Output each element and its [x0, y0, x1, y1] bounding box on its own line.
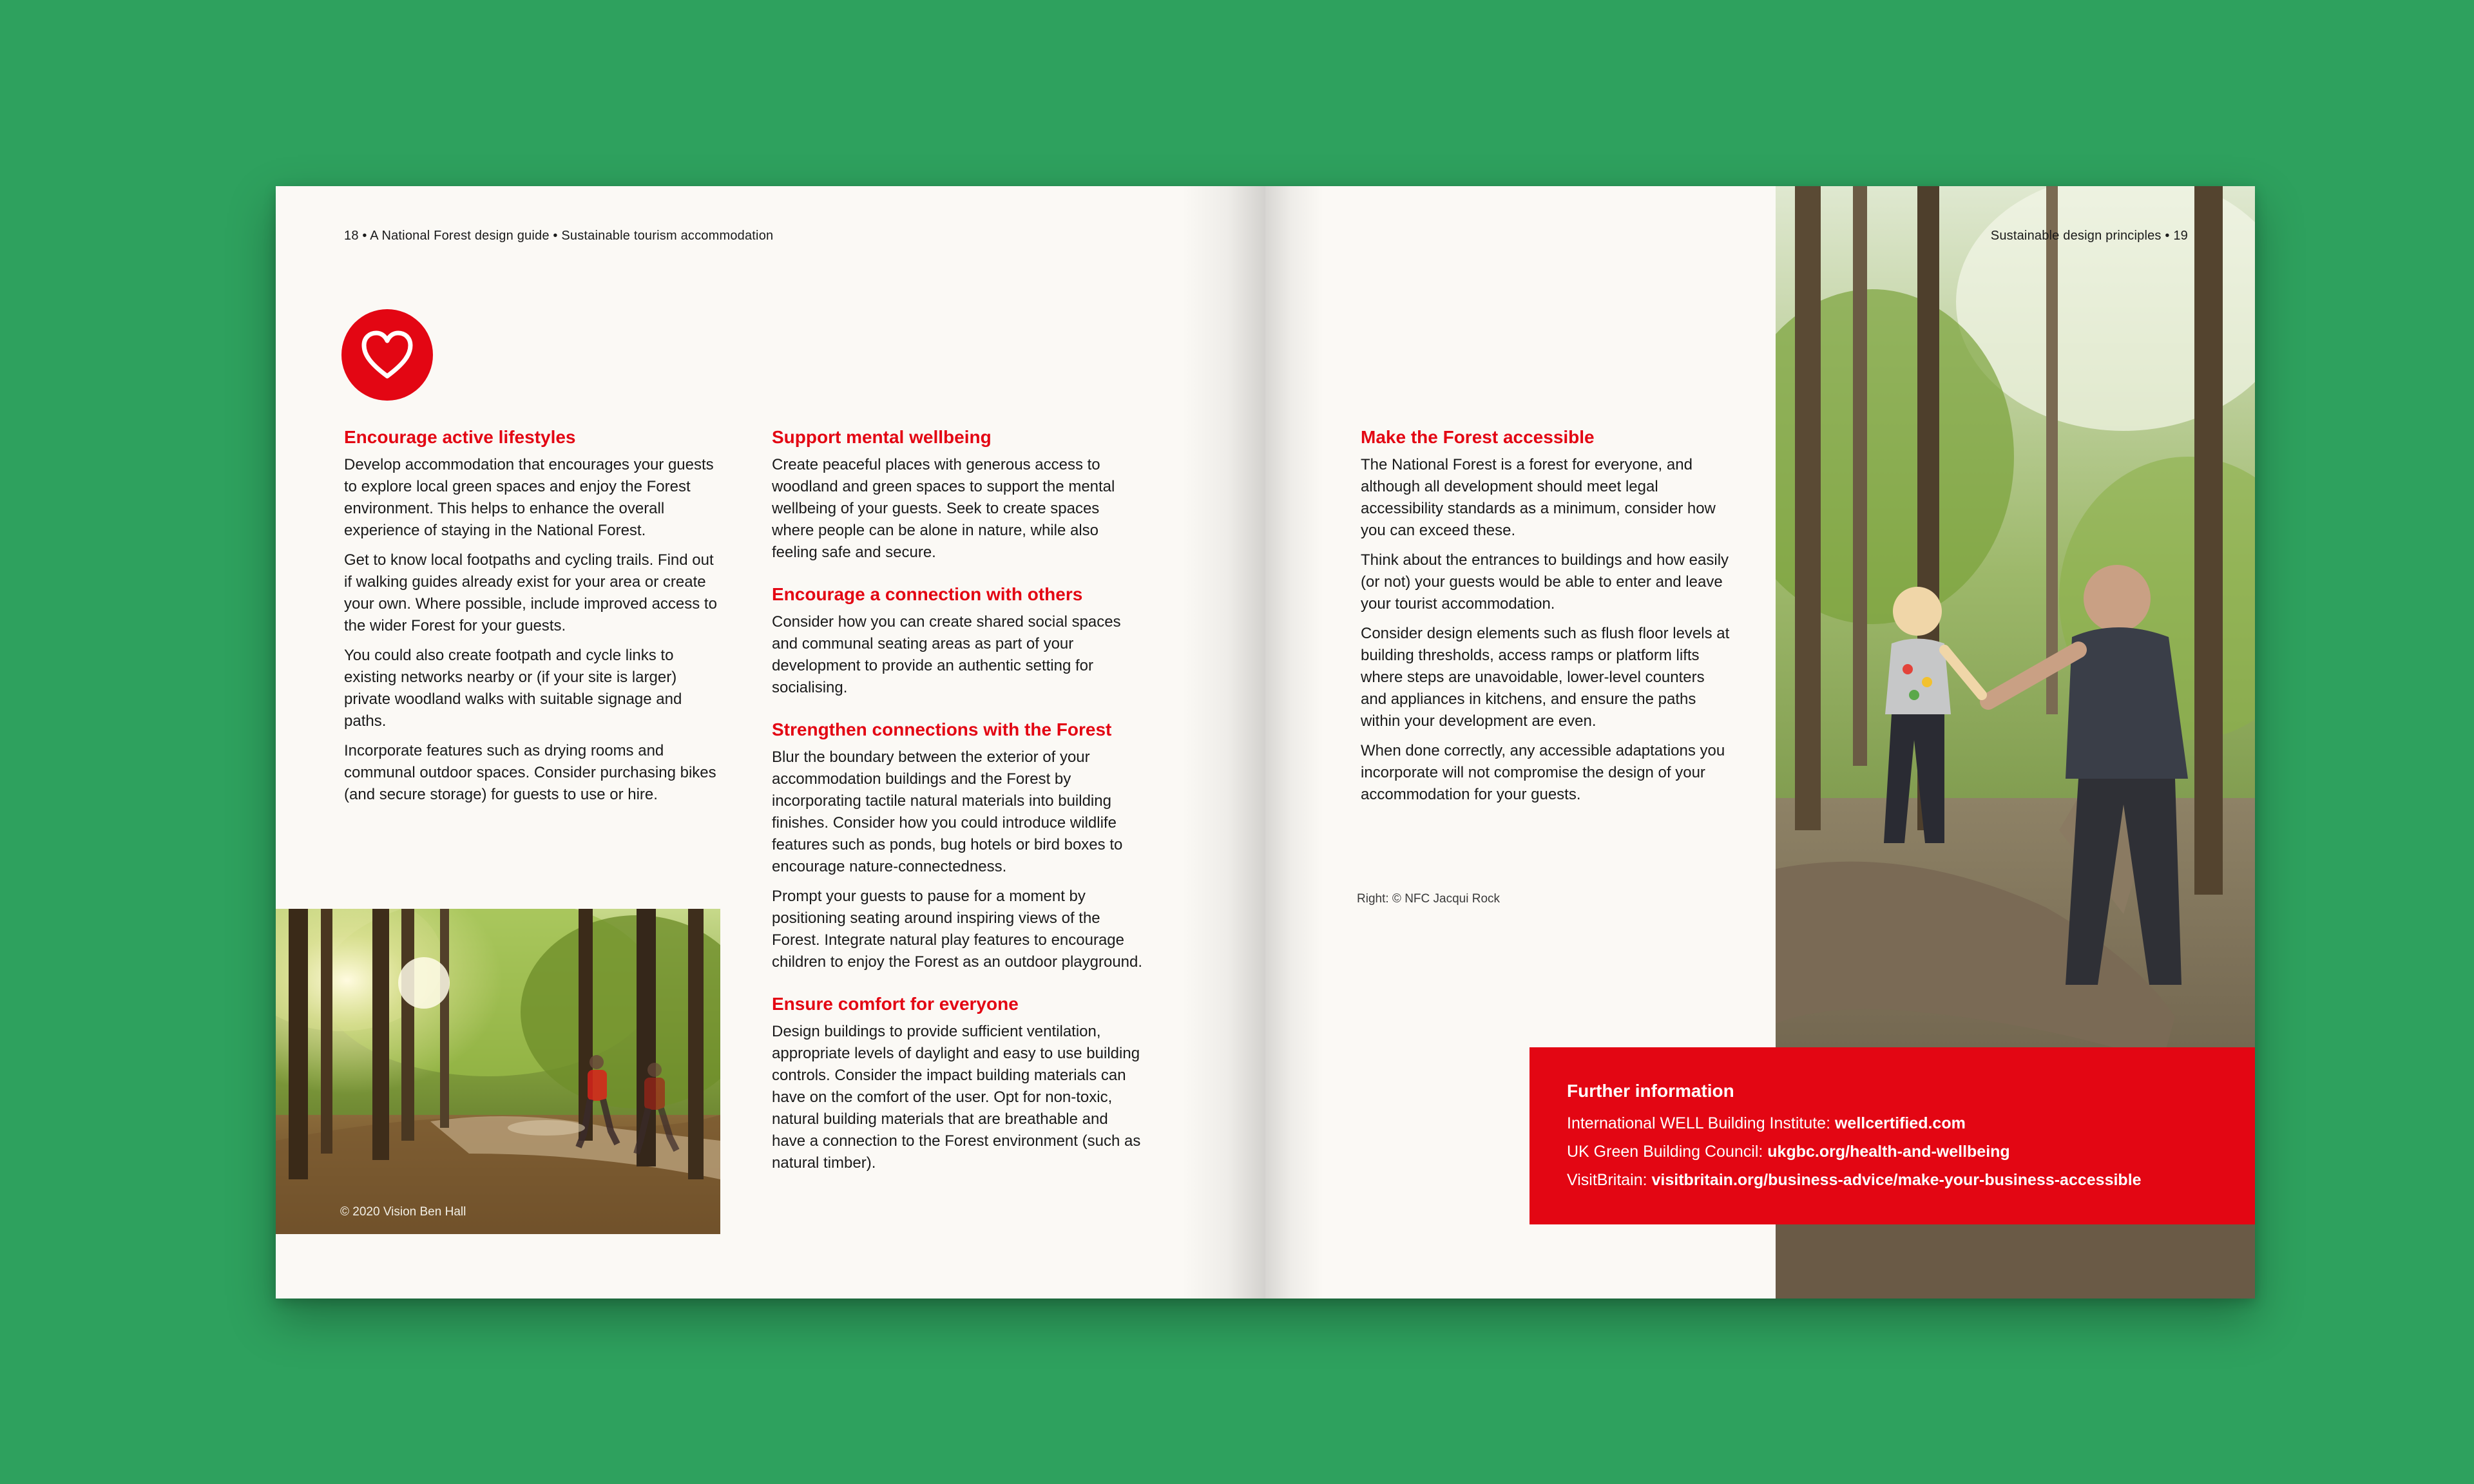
left-page [276, 186, 1265, 1298]
forest-runners-photo [276, 909, 720, 1234]
paragraph: Prompt your guests to pause for a moment by positioning seating around inspiring views of the Forest. Integrate natural play features to encourage children to enjoy the Forest as an outdoor playground. [772, 888, 1143, 971]
heading-connections-forest: Strengthen connections with the Forest [772, 719, 1112, 739]
section-mental-wellbeing [772, 426, 1146, 564]
info-label: UK Green Building Council: [1567, 1143, 1768, 1161]
brochure-spread [276, 186, 2255, 1298]
photo-caption-right: Right: © NFC Jacqui Rock [1357, 892, 1501, 906]
photo-credit-left: © 2020 Vision Ben Hall [340, 1205, 466, 1219]
paragraph: Consider design elements such as flush floor levels at building thresholds, access ramps or platform lifts where steps are unavoidable, lower-level counters and appliances in kitchens, and ensure the paths within your development are even. [1361, 625, 1730, 730]
heart-badge [341, 309, 433, 401]
info-line-ukgbc [1567, 1143, 2010, 1161]
info-line-well [1567, 1114, 1966, 1133]
right-column [1361, 426, 1734, 813]
heading-comfort: Ensure comfort for everyone [772, 994, 1019, 1014]
info-line-visitbritain [1567, 1171, 2142, 1190]
paragraph: Get to know local footpaths and cycling trails. Find out if walking guides already exist for your area or create your own. Where possible, include improved access to the wider Forest for your guests. [344, 551, 717, 634]
paragraph: Design buildings to provide sufficient ventilation, appropriate levels of daylight and easy to use building controls. Consider the impact building materials can have on the comfort of the user. Opt for non-toxic, natural building materials that are breathable and have a connection to the Forest environment (such as natural timber). [772, 1023, 1141, 1172]
right-running-head: Sustainable design principles • 19 [1990, 229, 2188, 243]
further-info-box [1529, 1047, 2255, 1224]
heading-accessible: Make the Forest accessible [1361, 427, 1595, 447]
paragraph: Develop accommodation that encourages your guests to explore local green spaces and enjoy the Forest environment. This helps to enhance the overall experience of staying in the National Forest. [344, 456, 714, 539]
link-wellcertified[interactable]: wellcertified.com [1834, 1114, 1966, 1132]
heart-icon [361, 330, 414, 380]
section-comfort [772, 993, 1146, 1174]
left-column-1 [344, 426, 718, 813]
section-connection-others [772, 583, 1146, 699]
gutter-shadow-right [1265, 186, 1323, 1298]
link-ukgbc[interactable]: ukgbc.org/health-and-wellbeing [1767, 1143, 2010, 1161]
heading-active-lifestyles: Encourage active lifestyles [344, 427, 576, 447]
info-label: VisitBritain: [1567, 1171, 1652, 1189]
paragraph: Consider how you can create shared social spaces and communal seating areas as part of your development to provide an authentic setting for socialising. [772, 613, 1121, 696]
paragraph: The National Forest is a forest for everyone, and although all development should meet legal accessibility standards as a minimum, consider how you can exceed these. [1361, 456, 1716, 539]
gutter-shadow-left [1182, 186, 1265, 1298]
forest-runners-illustration [276, 909, 720, 1234]
paragraph: Blur the boundary between the exterior of your accommodation buildings and the Forest by incorporating tactile natural materials into building finishes. Consider how you could introduce wildlife features such as ponds, bug hotels or bird boxes to encourage nature-connectedness. [772, 748, 1123, 875]
heading-mental-wellbeing: Support mental wellbeing [772, 427, 992, 447]
section-connections-forest [772, 718, 1146, 973]
info-label: International WELL Building Institute: [1567, 1114, 1835, 1132]
left-running-head: 18 • A National Forest design guide • Sustainable tourism accommodation [344, 229, 774, 243]
paragraph: Incorporate features such as drying rooms and communal outdoor spaces. Consider purchasing bikes (and secure storage) for guests to use or hire. [344, 742, 716, 803]
further-info-title: Further information [1567, 1081, 1734, 1101]
left-column-2 [772, 426, 1146, 1194]
paragraph: Think about the entrances to buildings and how easily (or not) your guests would be able to enter and leave your tourist accommodation. [1361, 551, 1729, 613]
paragraph: Create peaceful places with generous access to woodland and green spaces to support the mental wellbeing of your guests. Seek to create spaces where people can be alone in nature, while also feeling safe and secure. [772, 456, 1115, 561]
heading-connection-others: Encourage a connection with others [772, 584, 1083, 604]
paragraph: When done correctly, any accessible adaptations you incorporate will not compromise the design of your accommodation for your guests. [1361, 742, 1725, 803]
link-visitbritain[interactable]: visitbritain.org/business-advice/make-your-business-accessible [1651, 1171, 2142, 1189]
paragraph: You could also create footpath and cycle links to existing networks nearby or (if your site is larger) private woodland walks with suitable signage and paths. [344, 647, 682, 730]
